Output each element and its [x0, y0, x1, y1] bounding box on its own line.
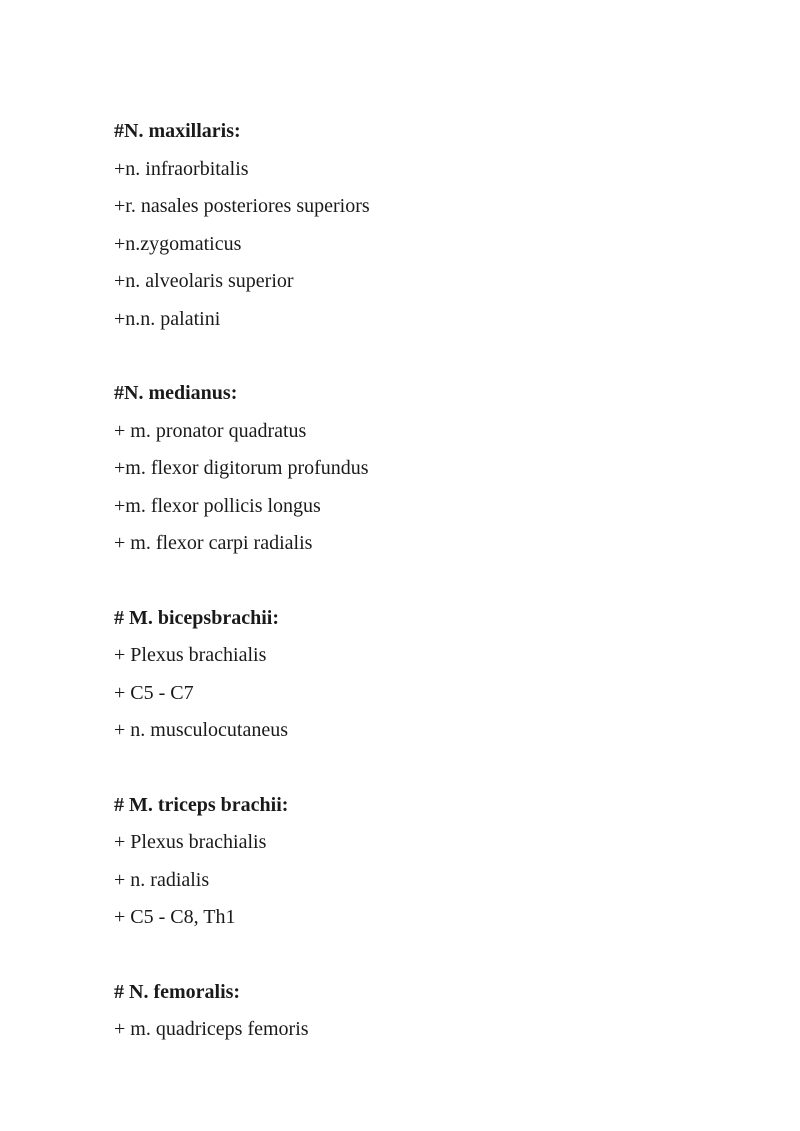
list-item: +n.zygomaticus — [114, 232, 242, 255]
list-item: + m. pronator quadratus — [114, 419, 307, 442]
list-item: +m. flexor digitorum profundus — [114, 457, 369, 479]
list-item: + n. radialis — [114, 868, 210, 891]
section-n-femoralis — [114, 974, 734, 1049]
document-page — [114, 113, 734, 1086]
list-item: +n. alveolaris superior — [114, 270, 294, 292]
list-item: + C5 - C8, Th1 — [114, 906, 236, 928]
section-heading: #N. maxillaris: — [114, 120, 241, 142]
list-item: + Plexus brachialis — [114, 831, 267, 853]
list-item: + n. musculocutaneus — [114, 719, 289, 741]
list-item: +n.n. palatini — [114, 307, 221, 330]
section-heading: #N. medianus: — [114, 382, 238, 404]
section-n-medianus — [114, 375, 734, 563]
section-heading: # M. bicepsbrachii: — [114, 606, 279, 629]
section-m-biceps-brachii — [114, 600, 734, 750]
list-item: +n. infraorbitalis — [114, 157, 249, 180]
section-m-triceps-brachii — [114, 787, 734, 937]
list-item: + C5 - C7 — [114, 681, 194, 704]
list-item: +m. flexor pollicis longus — [114, 494, 321, 517]
section-n-maxillaris — [114, 113, 734, 338]
list-item: + m. quadriceps femoris — [114, 1018, 309, 1040]
list-item: +r. nasales posteriores superiors — [114, 195, 370, 217]
section-heading: # M. triceps brachii: — [114, 793, 289, 816]
list-item: + m. flexor carpi radialis — [114, 532, 313, 554]
section-heading: # N. femoralis: — [114, 980, 241, 1003]
list-item: + Plexus brachialis — [114, 644, 267, 666]
